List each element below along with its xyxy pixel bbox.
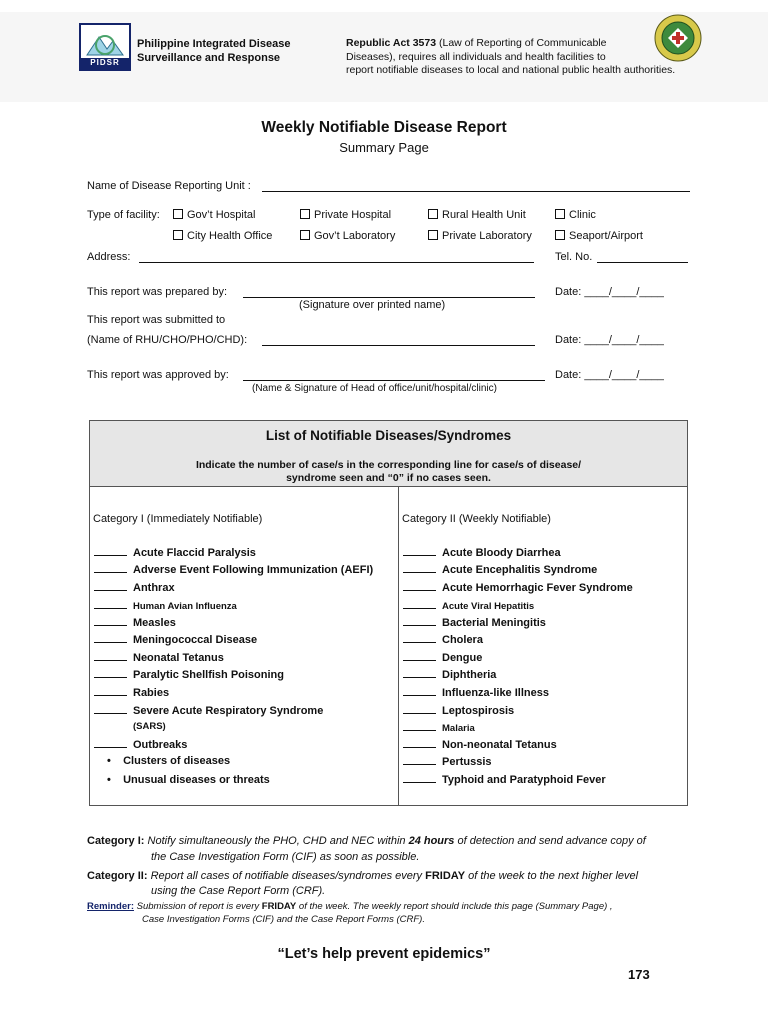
- rhu-label: (Name of RHU/CHO/PHO/CHD):: [87, 334, 248, 346]
- cat1-item-measles[interactable]: Measles: [94, 616, 176, 629]
- disease-list-box: [89, 420, 688, 806]
- cat2-item-ili[interactable]: Influenza-like Illness: [403, 686, 549, 699]
- cat2-item-typhoid[interactable]: Typhoid and Paratyphoid Fever: [403, 773, 606, 786]
- address-label: Address:: [87, 251, 131, 263]
- count-blank[interactable]: [403, 668, 436, 678]
- count-blank[interactable]: [403, 581, 436, 591]
- republic-act-note: Republic Act 3573 (Law of Reporting of Communicable Diseases), requires all individuals and health facilities to report notifiable diseases to local and national public health authorities.: [346, 37, 676, 76]
- cat1-item-psp[interactable]: Paralytic Shellfish Poisoning: [94, 668, 284, 681]
- checkbox-icon: [300, 230, 310, 240]
- count-blank[interactable]: [403, 563, 436, 573]
- address-field[interactable]: [139, 262, 534, 263]
- cat2-item-aes[interactable]: Acute Encephalitis Syndrome: [403, 563, 597, 576]
- rhu-field[interactable]: [262, 345, 535, 346]
- facility-option-rural-health-unit[interactable]: Rural Health Unit: [428, 209, 526, 221]
- cat2-item-ahf[interactable]: Acute Hemorrhagic Fever Syndrome: [403, 581, 633, 594]
- cat2-item-diphtheria[interactable]: Diphtheria: [403, 668, 496, 681]
- facility-option-private-laboratory[interactable]: Private Laboratory: [428, 230, 532, 242]
- prepared-field[interactable]: [243, 297, 535, 298]
- count-blank[interactable]: [94, 616, 127, 626]
- cat1-item-outbreaks[interactable]: Outbreaks: [94, 738, 187, 751]
- count-blank[interactable]: [94, 546, 127, 556]
- count-blank[interactable]: [94, 633, 127, 643]
- cat1-item-sars-abbrev: (SARS): [133, 721, 166, 732]
- doh-seal: [654, 14, 702, 62]
- cat2-item-nnt[interactable]: Non-neonatal Tetanus: [403, 738, 557, 751]
- facility-option-govt-hospital[interactable]: Gov’t Hospital: [173, 209, 255, 221]
- checkbox-icon: [555, 230, 565, 240]
- signature-note: (Signature over printed name): [299, 299, 446, 311]
- count-blank[interactable]: [94, 581, 127, 591]
- prepared-label: This report was prepared by:: [87, 286, 228, 298]
- count-blank[interactable]: [403, 546, 436, 556]
- column-divider: [398, 487, 399, 805]
- checkbox-icon: [428, 209, 438, 219]
- cat2-item-meningitis[interactable]: Bacterial Meningitis: [403, 616, 546, 629]
- pidsr-logo: [79, 23, 131, 71]
- reporting-unit-field[interactable]: [262, 191, 690, 192]
- category-2-note-line2: using the Case Report Form (CRF).: [151, 885, 326, 897]
- checkbox-icon: [173, 209, 183, 219]
- count-blank[interactable]: [403, 721, 436, 731]
- doh-seal-icon: [654, 14, 702, 62]
- cat2-item-leptospirosis[interactable]: Leptospirosis: [403, 704, 514, 717]
- count-blank[interactable]: [94, 686, 127, 696]
- outbreak-bullet-unusual: • Unusual diseases or threats: [107, 774, 270, 786]
- category-1-note: Category I: Notify simultaneously the PHO, CHD and NEC within 24 hours of detection and send advance copy of: [87, 835, 646, 847]
- count-blank[interactable]: [403, 616, 436, 626]
- cat2-item-malaria[interactable]: Malaria: [403, 721, 475, 734]
- count-blank[interactable]: [403, 755, 436, 765]
- org-name: Philippine Integrated Disease Surveillance and Response: [137, 38, 291, 64]
- count-blank[interactable]: [403, 773, 436, 783]
- cat1-item-neonatal-tetanus[interactable]: Neonatal Tetanus: [94, 651, 224, 664]
- count-blank[interactable]: [94, 738, 127, 748]
- cat2-item-pertussis[interactable]: Pertussis: [403, 755, 492, 768]
- disease-list-title: List of Notifiable Diseases/Syndromes: [265, 428, 512, 443]
- cat1-item-meningococcal[interactable]: Meningococcal Disease: [94, 633, 257, 646]
- cat2-item-hepatitis[interactable]: Acute Viral Hepatitis: [403, 599, 534, 612]
- count-blank[interactable]: [403, 633, 436, 643]
- cat1-item-aefi[interactable]: Adverse Event Following Immunization (AEFI): [94, 563, 373, 576]
- outbreak-bullet-clusters: • Clusters of diseases: [107, 755, 231, 767]
- cat2-item-dengue[interactable]: Dengue: [403, 651, 482, 664]
- reminder-note-line2: Case Investigation Forms (CIF) and the Case Report Forms (CRF).: [142, 914, 425, 925]
- count-blank[interactable]: [403, 599, 436, 609]
- count-blank[interactable]: [94, 651, 127, 661]
- count-blank[interactable]: [94, 599, 127, 609]
- checkbox-icon: [300, 209, 310, 219]
- count-blank[interactable]: [403, 738, 436, 748]
- approved-label: This report was approved by:: [87, 369, 229, 381]
- count-blank[interactable]: [403, 704, 436, 714]
- count-blank[interactable]: [94, 668, 127, 678]
- cat1-item-avian-influenza[interactable]: Human Avian Influenza: [94, 599, 237, 612]
- prepared-date[interactable]: Date: ____/____/____: [555, 286, 664, 298]
- cat2-item-abd[interactable]: Acute Bloody Diarrhea: [403, 546, 561, 559]
- checkbox-icon: [428, 230, 438, 240]
- tel-field[interactable]: [597, 262, 688, 263]
- category-2-heading: Category II (Weekly Notifiable): [402, 513, 551, 525]
- cat1-item-sars[interactable]: Severe Acute Respiratory Syndrome: [94, 704, 323, 717]
- slogan: “Let’s help prevent epidemics”: [277, 946, 491, 962]
- category-1-note-line2: the Case Investigation Form (CIF) as soon as possible.: [151, 851, 420, 863]
- facility-label: Type of facility:: [87, 209, 160, 221]
- page-subtitle: Summary Page: [339, 140, 429, 155]
- logo-text: PIDSR: [90, 58, 120, 67]
- category-1-heading: Category I (Immediately Notifiable): [93, 513, 263, 525]
- category-2-note: Category II: Report all cases of notifiable diseases/syndromes every FRIDAY of the week to the next higher level: [87, 870, 639, 882]
- head-note: (Name & Signature of Head of office/unit/hospital/clinic): [252, 383, 497, 394]
- cat2-item-cholera[interactable]: Cholera: [403, 633, 483, 646]
- approved-field[interactable]: [243, 380, 545, 381]
- count-blank[interactable]: [403, 686, 436, 696]
- count-blank[interactable]: [403, 651, 436, 661]
- facility-option-clinic[interactable]: Clinic: [555, 209, 596, 221]
- checkbox-icon: [555, 209, 565, 219]
- reminder-note: Reminder: Submission of report is every FRIDAY of the week. The weekly report should include this page (Summary Page) ,: [87, 901, 613, 912]
- checkbox-icon: [173, 230, 183, 240]
- submitted-date[interactable]: Date: ____/____/____: [555, 334, 664, 346]
- reporting-unit-label: Name of Disease Reporting Unit :: [87, 180, 251, 192]
- disease-list-instructions: Indicate the number of case/s in the corresponding line for case/s of disease/ syndrome seen and “0” if no cases seen.: [195, 459, 582, 484]
- facility-option-seaport-airport[interactable]: Seaport/Airport: [555, 230, 643, 242]
- facility-option-city-health-office[interactable]: City Health Office: [173, 230, 272, 242]
- facility-option-govt-laboratory[interactable]: Gov’t Laboratory: [300, 230, 395, 242]
- page-number: 173: [628, 967, 650, 982]
- tel-label: Tel. No.: [555, 251, 593, 263]
- cat1-item-anthrax[interactable]: Anthrax: [94, 581, 175, 594]
- count-blank[interactable]: [94, 563, 127, 573]
- facility-option-private-hospital[interactable]: Private Hospital: [300, 209, 391, 221]
- count-blank[interactable]: [94, 704, 127, 714]
- submitted-label: This report was submitted to: [87, 314, 226, 326]
- cat1-item-rabies[interactable]: Rabies: [94, 686, 169, 699]
- page-title: Weekly Notifiable Disease Report: [261, 119, 507, 136]
- cat1-item-afp[interactable]: Acute Flaccid Paralysis: [94, 546, 256, 559]
- approved-date[interactable]: Date: ____/____/____: [555, 369, 664, 381]
